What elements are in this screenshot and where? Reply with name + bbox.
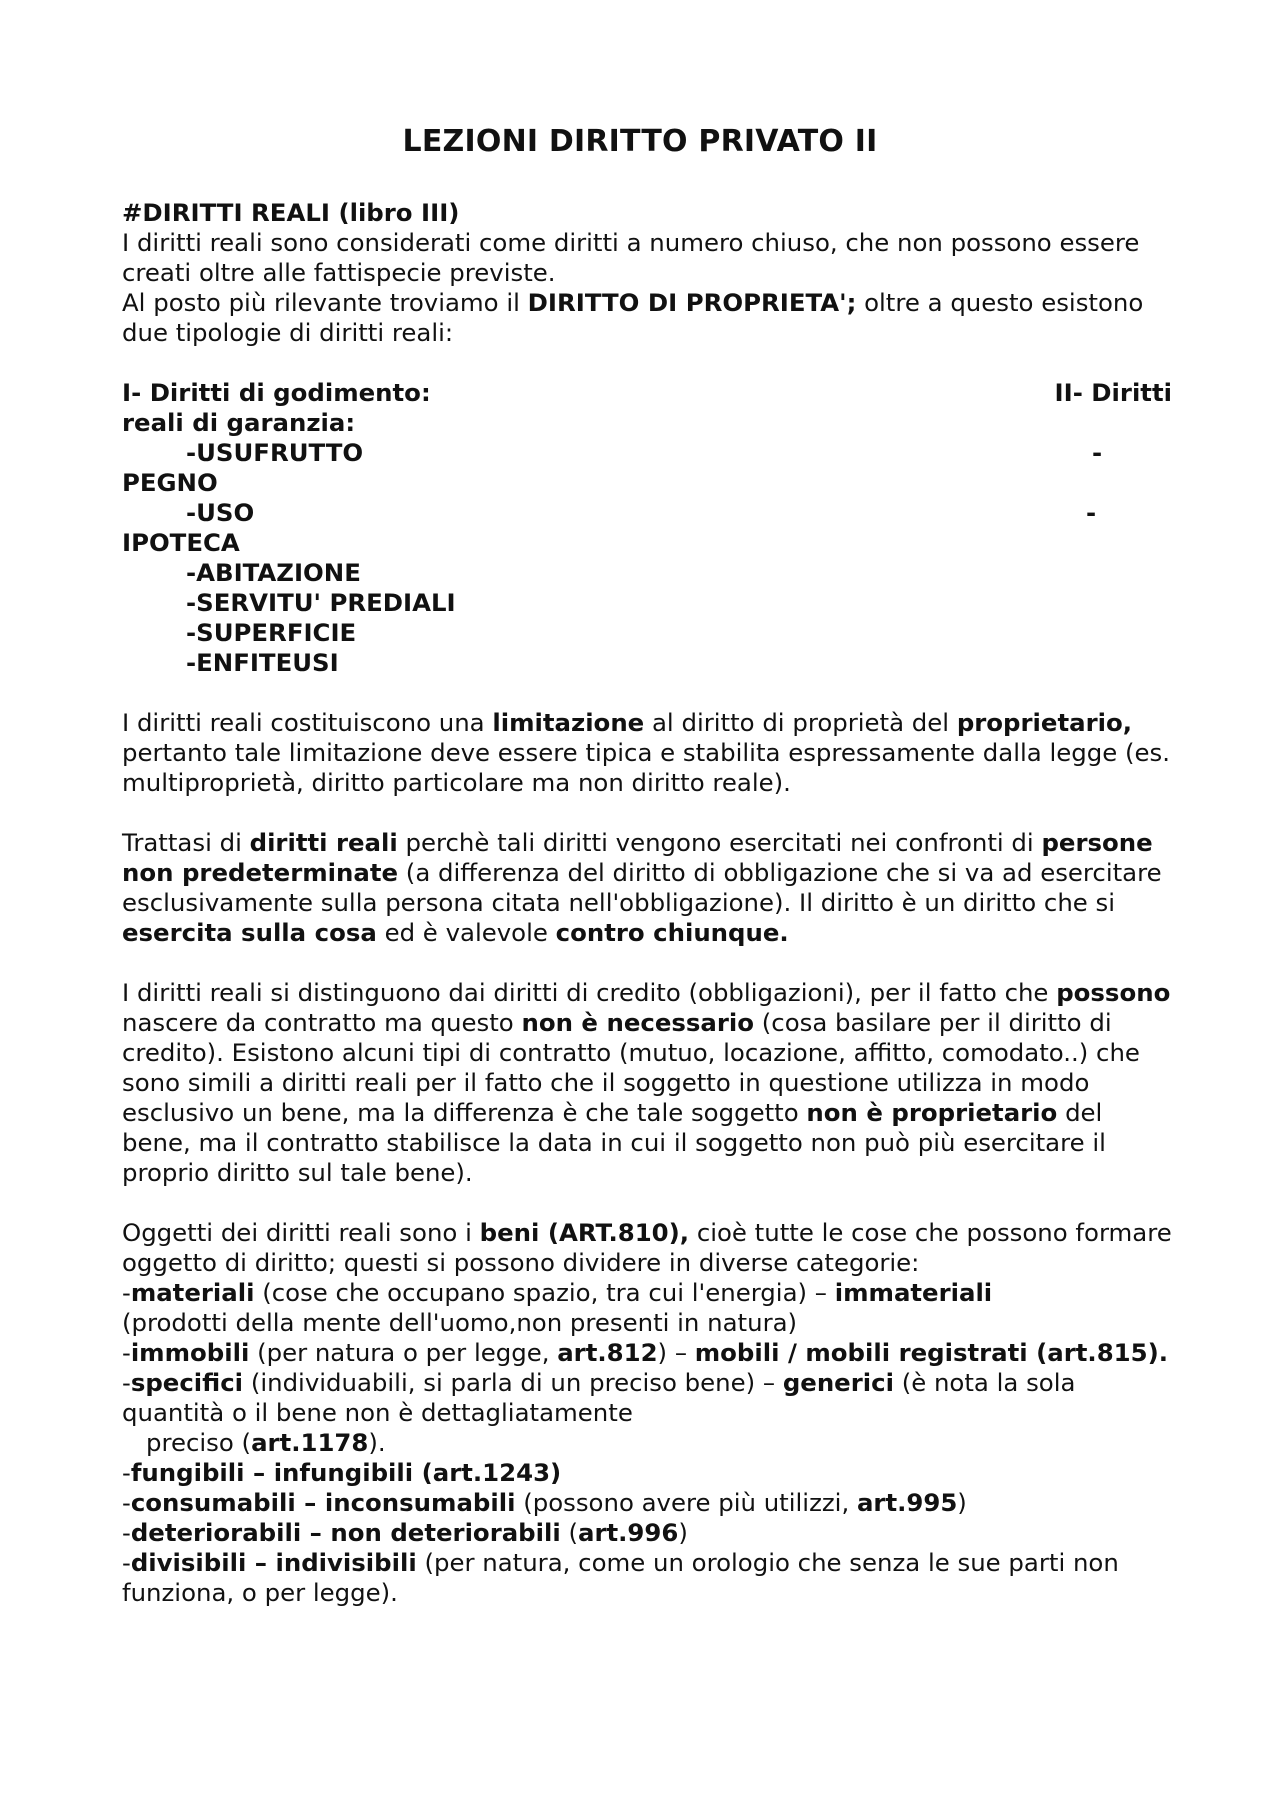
- godimento-item: -ENFITEUSI: [186, 648, 339, 677]
- garanzia-item: IPOTECA: [122, 528, 240, 557]
- paragraph-limitazione: I diritti reali costituiscono una limitazione al diritto di proprietà del proprietario, pertanto tale limitazione deve essere tipica e stabilita espressamente dalla legge (es. multiproprietà, diritto particolare ma non diritto reale).: [122, 708, 1170, 797]
- garanzia-item: PEGNO: [122, 468, 218, 497]
- list-item: -divisibili – indivisibili (per natura, come un orologio che senza le sue parti non funziona, o per legge).: [122, 1548, 1119, 1607]
- list-item-continuation: preciso (art.1178).: [146, 1428, 386, 1457]
- list-item-continuation: (prodotti della mente dell'uomo,non presenti in natura): [122, 1308, 798, 1337]
- intro-paragraph-1: I diritti reali sono considerati come diritti a numero chiuso, che non possono essere creati oltre alle fattispecie previste.: [122, 228, 1140, 287]
- list-item: -deteriorabili – non deteriorabili (art.996): [122, 1518, 688, 1547]
- list-item: -immobili (per natura o per legge, art.812) – mobili / mobili registrati (art.815).: [122, 1338, 1169, 1367]
- list-item: -materiali (cose che occupano spazio, tra cui l'energia) – immateriali: [122, 1278, 993, 1307]
- garanzia-heading-part1: II- Diritti: [1054, 378, 1172, 407]
- godimento-item: -USO: [186, 498, 255, 527]
- godimento-item: -ABITAZIONE: [186, 558, 361, 587]
- godimento-heading: I- Diritti di godimento:: [122, 378, 431, 407]
- garanzia-dash: -: [1086, 498, 1097, 527]
- document-body: [122, 198, 1172, 1608]
- intro-paragraph-2: Al posto più rilevante troviamo il DIRITTO DI PROPRIETA'; oltre a questo esistono due tipologie di diritti reali:: [122, 288, 1144, 347]
- paragraph-oggetti: Oggetti dei diritti reali sono i beni (ART.810), cioè tutte le cose che possono formare oggetto di diritto; questi si possono dividere in diverse categorie:: [122, 1218, 1172, 1277]
- beni-list: [122, 1278, 1172, 1608]
- category-headings-line: [122, 378, 1172, 408]
- godimento-item: -SUPERFICIE: [186, 618, 357, 647]
- godimento-item: -SERVITU' PREDIALI: [186, 588, 456, 617]
- godimento-item: -USUFRUTTO: [186, 438, 364, 467]
- garanzia-dash: -: [1092, 438, 1103, 467]
- list-item: -fungibili – infungibili (art.1243): [122, 1458, 562, 1487]
- paragraph-credito: I diritti reali si distinguono dai diritti di credito (obbligazioni), per il fatto che possono nascere da contratto ma questo non è necessario (cosa basilare per il diritto di credito). Esistono alcuni tipi di contratto (mutuo, locazione, affitto, comodato..) che sono simili a diritti reali per il fatto che il soggetto in questione utilizza in modo esclusivo un bene, ma la differenza è che tale soggetto non è proprietario del bene, ma il contratto stabilisce la data in cui il soggetto non può più esercitare il proprio diritto sul tale bene).: [122, 978, 1171, 1187]
- garanzia-heading-part2: reali di garanzia:: [122, 408, 356, 437]
- paragraph-trattasi: Trattasi di diritti reali perchè tali diritti vengono esercitati nei confronti di persone non predeterminate (a differenza del diritto di obbligazione che si va ad esercitare esclusivamente sulla persona citata nell'obbligazione). Il diritto è un diritto che si esercita sulla cosa ed è valevole contro chiunque.: [122, 828, 1162, 947]
- list-item: -specifici (individuabili, si parla di un preciso bene) – generici (è nota la sola quantità o il bene non è dettagliatamente: [122, 1368, 1076, 1427]
- section-heading: #DIRITTI REALI (libro III): [122, 198, 460, 227]
- list-item: -consumabili – inconsumabili (possono avere più utilizzi, art.995): [122, 1488, 967, 1517]
- page-title: LEZIONI DIRITTO PRIVATO II: [402, 124, 878, 159]
- rights-categories: [122, 378, 1172, 678]
